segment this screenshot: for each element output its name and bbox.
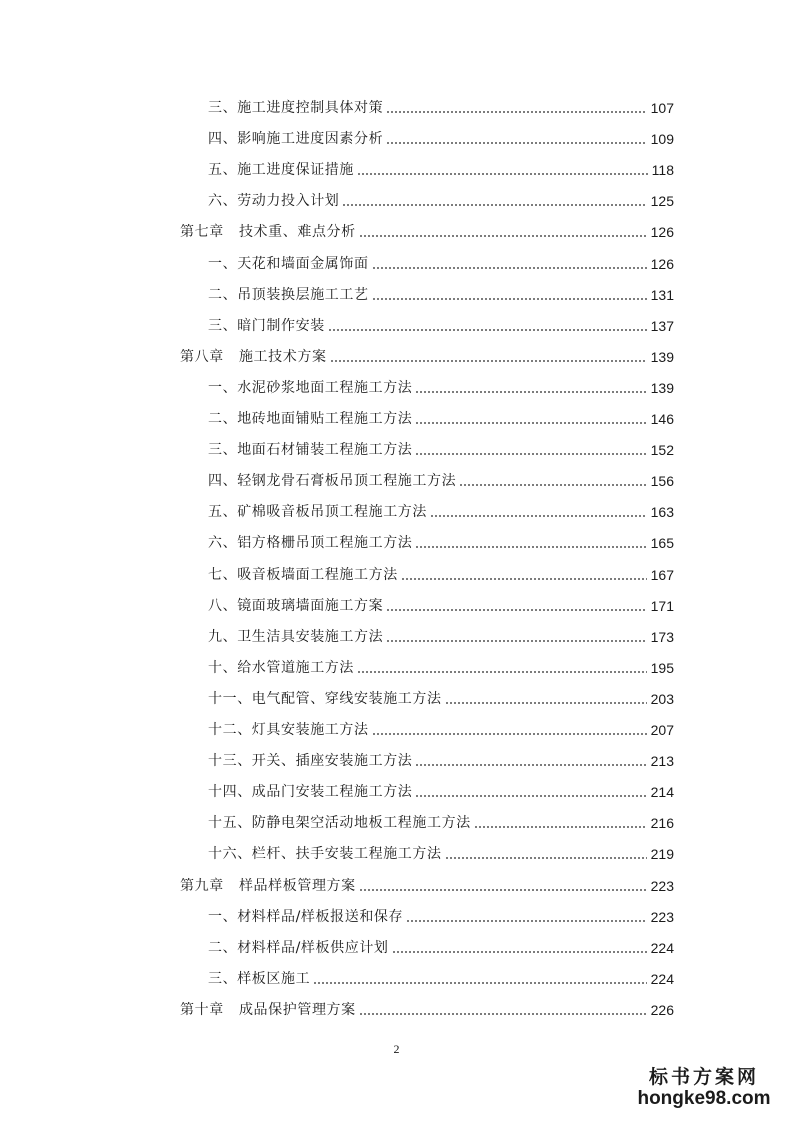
watermark: [629, 1066, 779, 1110]
toc-section-entry[interactable]: [208, 408, 674, 428]
toc-dot-leader: [445, 702, 647, 704]
toc-entry-page: 126: [650, 255, 674, 272]
toc-entry-page: 219: [650, 846, 674, 863]
toc-section-entry[interactable]: [208, 253, 674, 273]
toc-entry-page: 146: [650, 411, 674, 427]
toc-entry-title: 十三、开关、插座安装施工方法: [208, 753, 413, 770]
toc-dot-leader: [386, 142, 646, 144]
toc-chapter-entry[interactable]: [180, 999, 674, 1019]
toc-dot-leader: [459, 484, 646, 486]
toc-entry-page: 167: [650, 566, 674, 583]
toc-entry-title: 十二、灯具安装施工方法: [208, 722, 369, 738]
toc-entry-page: 165: [650, 535, 674, 552]
toc-section-entry[interactable]: [208, 595, 674, 615]
toc-entry-title: 五、矿棉吸音板吊顶工程施工方法: [208, 504, 427, 521]
toc-chapter-entry[interactable]: [180, 221, 674, 241]
toc-entry-page: 107: [650, 100, 674, 116]
toc-section-entry[interactable]: [208, 501, 674, 521]
toc-entry-title: 六、铝方格栅吊顶工程施工方法: [208, 535, 413, 552]
toc-dot-leader: [415, 422, 646, 424]
toc-section-entry[interactable]: [208, 532, 674, 552]
toc-dot-leader: [392, 951, 647, 953]
toc-entry-page: 207: [650, 722, 674, 738]
toc-dot-leader: [430, 515, 647, 517]
toc-entry-title: 一、水泥砂浆地面工程施工方法: [208, 379, 413, 396]
toc-section-entry[interactable]: [208, 719, 674, 739]
toc-entry-page: 125: [650, 193, 674, 210]
toc-dot-leader: [372, 267, 647, 269]
toc-entry-title: 九、卫生洁具安装施工方法: [208, 628, 384, 645]
toc-entry-title: 第七章 技术重、难点分析: [180, 224, 356, 241]
toc-dot-leader: [415, 391, 646, 393]
toc-entry-title: 第十章 成品保护管理方案: [180, 1001, 356, 1018]
toc-section-entry[interactable]: [208, 812, 674, 832]
toc-chapter-entry[interactable]: [180, 346, 674, 366]
toc-entry-title: 十、给水管道施工方法: [208, 659, 354, 676]
toc-dot-leader: [357, 671, 647, 673]
toc-entry-page: 216: [650, 815, 674, 832]
toc-section-entry[interactable]: [208, 284, 674, 304]
watermark-brand: 标书方案网: [648, 1066, 759, 1088]
toc-entry-title: 三、地面石材铺装工程施工方法: [208, 442, 413, 459]
toc-entry-page: 224: [650, 939, 674, 956]
toc-entry-page: 126: [650, 224, 674, 241]
toc-dot-leader: [415, 795, 646, 797]
toc-entry-page: 171: [650, 597, 674, 614]
toc-dot-leader: [328, 329, 647, 331]
toc-chapter-entry[interactable]: [180, 875, 674, 895]
toc-dot-leader: [445, 857, 647, 859]
toc-entry-title: 六、劳动力投入计划: [208, 193, 340, 210]
toc-dot-leader: [330, 360, 647, 362]
toc-entry-page: 109: [650, 131, 674, 148]
toc-section-entry[interactable]: [208, 781, 674, 801]
toc-entry-title: 二、吊顶装换层施工工艺: [208, 286, 369, 303]
toc-section-entry[interactable]: [208, 968, 674, 988]
toc-entry-title: 十六、栏杆、扶手安装工程施工方法: [208, 846, 442, 863]
toc-dot-leader: [342, 204, 646, 206]
toc-dot-leader: [359, 889, 647, 891]
toc-dot-leader: [313, 982, 646, 984]
toc-entry-page: 223: [650, 908, 674, 925]
toc-section-entry[interactable]: [208, 906, 674, 926]
toc-entry-title: 四、轻钢龙骨石膏板吊顶工程施工方法: [208, 473, 457, 490]
toc-section-entry[interactable]: [208, 564, 674, 584]
toc-entry-title: 五、施工进度保证措施: [208, 162, 354, 179]
toc-entry-page: 195: [650, 659, 674, 676]
toc-section-entry[interactable]: [208, 377, 674, 397]
toc-entry-page: 118: [651, 162, 674, 179]
toc-section-entry[interactable]: [208, 190, 674, 210]
toc-entry-page: 137: [650, 317, 674, 334]
toc-dot-leader: [357, 173, 648, 175]
toc-entry-title: 三、样板区施工: [208, 970, 311, 987]
toc-section-entry[interactable]: [208, 439, 674, 459]
toc-entry-title: 二、地砖地面铺贴工程施工方法: [208, 411, 413, 427]
toc-entry-page: 213: [650, 753, 674, 770]
toc-entry-title: 十五、防静电架空活动地板工程施工方法: [208, 815, 471, 832]
toc-section-entry[interactable]: [208, 657, 674, 677]
toc-entry-title: 十一、电气配管、穿线安装施工方法: [208, 690, 442, 707]
toc-entry-page: 139: [650, 348, 674, 365]
toc-entry-page: 156: [650, 473, 674, 490]
toc-dot-leader: [359, 235, 647, 237]
toc-section-entry[interactable]: [208, 315, 674, 335]
toc-dot-leader: [415, 546, 646, 548]
toc-entry-page: 173: [650, 628, 674, 645]
toc-entry-title: 十四、成品门安装工程施工方法: [208, 784, 413, 801]
toc-entry-page: 163: [650, 504, 674, 521]
toc-entry-page: 226: [650, 1001, 674, 1018]
toc-entry-title: 第八章 施工技术方案: [180, 348, 327, 365]
toc-dot-leader: [372, 733, 647, 735]
toc-entry-title: 四、影响施工进度因素分析: [208, 131, 384, 148]
toc-section-entry[interactable]: [208, 626, 674, 646]
toc-section-entry[interactable]: [208, 937, 674, 957]
toc-entry-title: 三、暗门制作安装: [208, 317, 325, 334]
toc-section-entry[interactable]: [208, 159, 674, 179]
toc-entry-page: 224: [650, 970, 674, 987]
watermark-url: hongke98.com: [637, 1088, 771, 1109]
toc-entry-title: 二、材料样品/样板供应计划: [208, 939, 389, 956]
toc-section-entry[interactable]: [208, 750, 674, 770]
toc-dot-leader: [406, 920, 647, 922]
page-number: 2: [393, 1042, 400, 1056]
toc-entry-page: 139: [650, 379, 674, 396]
toc-entry-page: 203: [650, 690, 674, 707]
toc-entry-page: 131: [650, 286, 674, 303]
toc-entry-title: 七、吸音板墙面工程施工方法: [208, 566, 398, 583]
toc-section-entry[interactable]: [208, 470, 674, 490]
toc-entry-title: 八、镜面玻璃墙面施工方案: [208, 597, 384, 614]
toc-entry-title: 一、天花和墙面金属饰面: [208, 255, 369, 272]
toc-entry-page: 223: [650, 877, 674, 894]
toc-dot-leader: [386, 609, 646, 611]
toc-entry-title: 第九章 样品样板管理方案: [180, 877, 356, 894]
toc-dot-leader: [474, 826, 647, 828]
toc-dot-leader: [401, 578, 647, 580]
toc-section-entry[interactable]: [208, 688, 674, 708]
toc-entry-title: 三、施工进度控制具体对策: [208, 100, 384, 116]
toc-section-entry[interactable]: [208, 128, 674, 148]
toc-entry-page: 214: [650, 784, 674, 801]
toc-dot-leader: [415, 764, 646, 766]
toc-dot-leader: [386, 111, 646, 113]
toc-entry-title: 一、材料样品/样板报送和保存: [208, 908, 404, 925]
toc-entry-page: 152: [650, 442, 674, 459]
toc-dot-leader: [372, 298, 647, 300]
toc-section-entry[interactable]: [208, 97, 674, 117]
toc-dot-leader: [359, 1013, 647, 1015]
toc-section-entry[interactable]: [208, 843, 674, 863]
toc-dot-leader: [415, 453, 646, 455]
toc-dot-leader: [386, 640, 646, 642]
